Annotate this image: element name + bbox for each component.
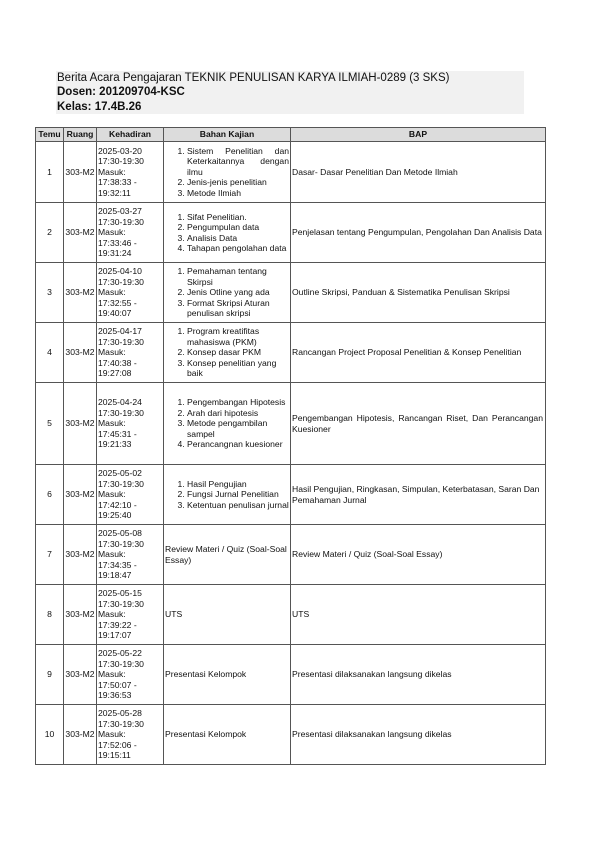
kehadiran-line: 19:17:07 bbox=[98, 630, 132, 641]
cell-bahan-kajian bbox=[164, 203, 291, 263]
cell-temu: 9 bbox=[36, 645, 64, 705]
kehadiran-line: 19:40:07 bbox=[98, 308, 132, 319]
column-header-temu: Temu bbox=[36, 128, 64, 142]
kehadiran-line: 17:45:31 - bbox=[98, 428, 137, 439]
kehadiran-line: Masuk: bbox=[98, 418, 126, 429]
cell-bahan-kajian bbox=[164, 142, 291, 203]
bahan-list-item: 2. Fungsi Jurnal Penelitian bbox=[187, 489, 289, 499]
table-row bbox=[36, 142, 546, 203]
kehadiran-line: Masuk: bbox=[98, 489, 126, 500]
kehadiran-line: 17:52:06 - bbox=[98, 739, 137, 750]
bahan-list bbox=[165, 397, 289, 449]
kehadiran-line: 2025-04-17 bbox=[98, 326, 142, 337]
bahan-list-item: 1. Pengembangan Hipotesis bbox=[187, 397, 289, 407]
table-header-row bbox=[36, 128, 546, 142]
kehadiran-line: 17:30-19:30 bbox=[98, 216, 144, 227]
kehadiran-line: 19:15:11 bbox=[98, 750, 131, 761]
cell-kehadiran bbox=[97, 645, 164, 705]
kehadiran-line: 17:40:38 - bbox=[98, 357, 137, 368]
bahan-list-item: 1. Pemahaman tentang Skirpsi bbox=[187, 266, 289, 287]
kehadiran-line: 19:18:47 bbox=[98, 570, 132, 581]
kehadiran-line: 2025-05-22 bbox=[98, 648, 142, 659]
kehadiran-line: 17:30-19:30 bbox=[98, 658, 144, 669]
bahan-list bbox=[165, 146, 289, 198]
cell-ruang: 303-M2 bbox=[64, 142, 97, 203]
bahan-list-item: 2. Jenis Otline yang ada bbox=[187, 287, 289, 297]
lecturer-id: Dosen: 201209704-KSC bbox=[57, 86, 185, 99]
cell-temu: 7 bbox=[36, 525, 64, 585]
cell-kehadiran bbox=[97, 203, 164, 263]
bahan-list-item: 4. Perancangnan kuesioner bbox=[187, 439, 289, 449]
bahan-list-item: 1. Sistem Penelitian dan Keterkaitannya dengan ilmu bbox=[187, 146, 289, 177]
kehadiran-line: 17:30-19:30 bbox=[98, 407, 144, 418]
cell-kehadiran bbox=[97, 585, 164, 645]
cell-ruang: 303-M2 bbox=[64, 383, 97, 465]
cell-bap: Review Materi / Quiz (Soal-Soal Essay) bbox=[291, 525, 546, 585]
cell-ruang: 303-M2 bbox=[64, 203, 97, 263]
kehadiran-line: 17:30-19:30 bbox=[98, 538, 144, 549]
bahan-list-item: 1. Program kreatifitas mahasiswa (PKM) bbox=[187, 326, 289, 347]
cell-bahan-kajian: Presentasi Kelompok bbox=[164, 645, 291, 705]
bahan-list bbox=[165, 212, 289, 254]
cell-bap: Presentasi dilaksanakan langsung dikelas bbox=[291, 645, 546, 705]
cell-bap: UTS bbox=[291, 585, 546, 645]
kehadiran-line: 19:32:11 bbox=[98, 187, 131, 198]
bahan-list-item: 2. Konsep dasar PKM bbox=[187, 347, 289, 357]
document-title: Berita Acara Pengajaran TEKNIK PENULISAN KARYA ILMIAH-0289 (3 SKS) bbox=[57, 72, 450, 84]
bahan-list-item: 1. Hasil Pengujian bbox=[187, 479, 289, 489]
cell-ruang: 303-M2 bbox=[64, 465, 97, 525]
cell-temu: 6 bbox=[36, 465, 64, 525]
kehadiran-line: 2025-03-20 bbox=[98, 145, 142, 156]
cell-kehadiran bbox=[97, 263, 164, 323]
kehadiran-line: 2025-05-15 bbox=[98, 588, 142, 599]
table-row bbox=[36, 203, 546, 263]
cell-kehadiran bbox=[97, 323, 164, 383]
kehadiran-line: 17:33:46 - bbox=[98, 237, 137, 248]
bahan-list-item: 3. Metode pengambilan sampel bbox=[187, 418, 289, 439]
cell-kehadiran bbox=[97, 705, 164, 765]
bahan-list-item: 3. Ketentuan penulisan jurnal bbox=[187, 500, 289, 510]
cell-bap: Outline Skripsi, Panduan & Sistematika Penulisan Skripsi bbox=[291, 263, 546, 323]
bahan-list-item: 2. Arah dari hipotesis bbox=[187, 408, 289, 418]
table-row bbox=[36, 585, 546, 645]
kehadiran-line: 19:27:08 bbox=[98, 368, 132, 379]
kehadiran-line: 17:50:07 - bbox=[98, 679, 137, 690]
cell-temu: 3 bbox=[36, 263, 64, 323]
bahan-list-item: 3. Metode Ilmiah bbox=[187, 188, 289, 198]
kehadiran-line: Masuk: bbox=[98, 166, 126, 177]
cell-ruang: 303-M2 bbox=[64, 323, 97, 383]
cell-kehadiran bbox=[97, 525, 164, 585]
table-row bbox=[36, 465, 546, 525]
cell-bap: Hasil Pengujian, Ringkasan, Simpulan, Keterbatasan, Saran Dan Pemahaman Jurnal bbox=[291, 465, 546, 525]
kehadiran-line: 2025-04-24 bbox=[98, 397, 142, 408]
bahan-list bbox=[165, 326, 289, 378]
cell-bap: Rancangan Project Proposal Penelitian & Konsep Penelitian bbox=[291, 323, 546, 383]
kehadiran-line: Masuk: bbox=[98, 287, 126, 298]
table-row bbox=[36, 263, 546, 323]
cell-kehadiran bbox=[97, 383, 164, 465]
bahan-list-item: 2. Pengumpulan data bbox=[187, 222, 289, 232]
kehadiran-line: 17:34:35 - bbox=[98, 559, 137, 570]
cell-temu: 4 bbox=[36, 323, 64, 383]
class-id: Kelas: 17.4B.26 bbox=[57, 100, 142, 113]
kehadiran-line: Masuk: bbox=[98, 609, 126, 620]
cell-bahan-kajian bbox=[164, 465, 291, 525]
cell-bap: Presentasi dilaksanakan langsung dikelas bbox=[291, 705, 546, 765]
kehadiran-line: Masuk: bbox=[98, 227, 126, 238]
kehadiran-line: 17:30-19:30 bbox=[98, 156, 144, 167]
kehadiran-line: 17:30-19:30 bbox=[98, 478, 144, 489]
kehadiran-line: 17:42:10 - bbox=[98, 499, 137, 510]
kehadiran-line: 17:30-19:30 bbox=[98, 276, 144, 287]
cell-temu: 1 bbox=[36, 142, 64, 203]
cell-ruang: 303-M2 bbox=[64, 585, 97, 645]
cell-bahan-kajian: UTS bbox=[164, 585, 291, 645]
cell-ruang: 303-M2 bbox=[64, 705, 97, 765]
kehadiran-line: 17:32:55 - bbox=[98, 297, 137, 308]
teaching-record-table bbox=[35, 127, 546, 765]
kehadiran-line: 17:39:22 - bbox=[98, 619, 137, 630]
kehadiran-line: 2025-05-08 bbox=[98, 528, 142, 539]
table-row bbox=[36, 383, 546, 465]
kehadiran-line: 19:21:33 bbox=[98, 439, 132, 450]
bahan-list-item: 2. Jenis-jenis penelitian bbox=[187, 177, 289, 187]
cell-ruang: 303-M2 bbox=[64, 263, 97, 323]
column-header-kehadiran: Kehadiran bbox=[97, 128, 164, 142]
column-header-bap: BAP bbox=[291, 128, 546, 142]
table-row bbox=[36, 525, 546, 585]
table-row bbox=[36, 323, 546, 383]
column-header-bahan-kajian: Bahan Kajian bbox=[164, 128, 291, 142]
cell-bahan-kajian bbox=[164, 263, 291, 323]
cell-bahan-kajian: Presentasi Kelompok bbox=[164, 705, 291, 765]
cell-bahan-kajian bbox=[164, 383, 291, 465]
cell-temu: 2 bbox=[36, 203, 64, 263]
kehadiran-line: 2025-05-02 bbox=[98, 468, 142, 479]
bahan-list bbox=[165, 479, 289, 510]
bahan-list-item: 3. Konsep penelitian yang baik bbox=[187, 358, 289, 379]
cell-bahan-kajian bbox=[164, 323, 291, 383]
cell-temu: 8 bbox=[36, 585, 64, 645]
cell-kehadiran bbox=[97, 142, 164, 203]
kehadiran-line: 19:31:24 bbox=[98, 248, 132, 259]
table-row bbox=[36, 705, 546, 765]
bahan-list-item: 1. Sifat Penelitian. bbox=[187, 212, 289, 222]
bahan-list-item: 3. Analisis Data bbox=[187, 233, 289, 243]
table-row bbox=[36, 645, 546, 705]
kehadiran-line: 19:36:53 bbox=[98, 690, 132, 701]
cell-ruang: 303-M2 bbox=[64, 645, 97, 705]
cell-temu: 5 bbox=[36, 383, 64, 465]
bahan-list-item: 3. Format Skripsi Aturan penulisan skripsi bbox=[187, 298, 289, 319]
kehadiran-line: 17:30-19:30 bbox=[98, 598, 144, 609]
kehadiran-line: Masuk: bbox=[98, 347, 126, 358]
document-header bbox=[56, 71, 524, 114]
kehadiran-line: 2025-03-27 bbox=[98, 206, 142, 217]
kehadiran-line: 17:30-19:30 bbox=[98, 336, 144, 347]
kehadiran-line: Masuk: bbox=[98, 549, 126, 560]
cell-temu: 10 bbox=[36, 705, 64, 765]
bahan-list-item: 4. Tahapan pengolahan data bbox=[187, 243, 289, 253]
cell-bap: Penjelasan tentang Pengumpulan, Pengolahan Dan Analisis Data bbox=[291, 203, 546, 263]
cell-bap: Dasar- Dasar Penelitian Dan Metode Ilmiah bbox=[291, 142, 546, 203]
kehadiran-line: 17:30-19:30 bbox=[98, 718, 144, 729]
kehadiran-line: Masuk: bbox=[98, 729, 126, 740]
kehadiran-line: 17:38:33 - bbox=[98, 177, 137, 188]
cell-bap: Pengembangan Hipotesis, Rancangan Riset, Dan Perancangan Kuesioner bbox=[291, 383, 546, 465]
kehadiran-line: 19:25:40 bbox=[98, 510, 132, 521]
cell-bahan-kajian: Review Materi / Quiz (Soal-Soal Essay) bbox=[164, 525, 291, 585]
bahan-list bbox=[165, 266, 289, 318]
kehadiran-line: 2025-04-10 bbox=[98, 266, 142, 277]
cell-ruang: 303-M2 bbox=[64, 525, 97, 585]
kehadiran-line: Masuk: bbox=[98, 669, 126, 680]
column-header-ruang: Ruang bbox=[64, 128, 97, 142]
cell-kehadiran bbox=[97, 465, 164, 525]
kehadiran-line: 2025-05-28 bbox=[98, 708, 142, 719]
